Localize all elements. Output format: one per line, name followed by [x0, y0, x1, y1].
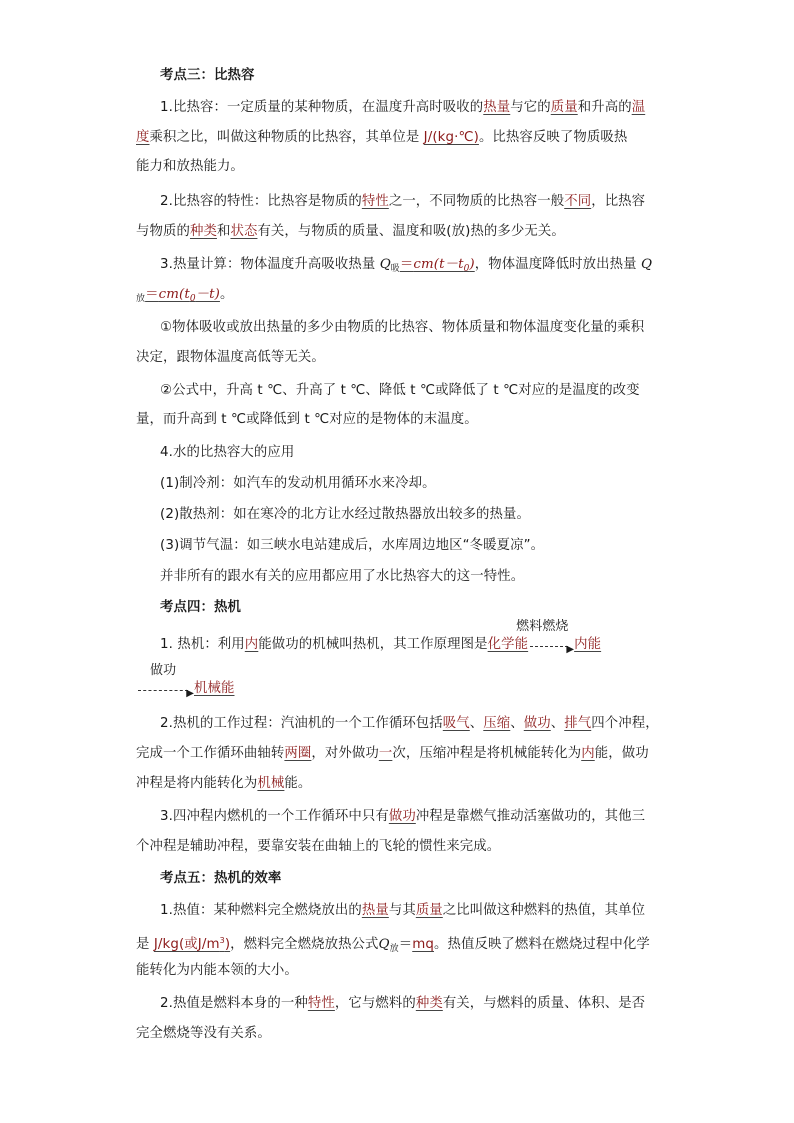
- sec4-p3-line1: 3.四冲程内燃机的一个工作循环中只有做功冲程是靠燃气推动活塞做功的，其他三: [160, 809, 646, 824]
- section4-heading: 考点四：热机: [160, 600, 241, 615]
- section5-heading: 考点五：热机的效率: [160, 871, 282, 886]
- sec3-note2-line1: ②公式中，升高 t ℃、升高了 t ℃、降低 t ℃或降低了 t ℃对应的是温度的改变: [160, 383, 640, 398]
- arrow-work: 做功 ▶: [136, 679, 194, 699]
- sec3-note1-line1: ①物体吸收或放出热量的多少由物质的比热容、物体质量和物体温度变化量的乘积: [160, 320, 645, 335]
- sec3-p1-line3: 能力和放热能力。: [136, 159, 244, 174]
- sec4-p1-line1: 1. 热机：利用内能做功的机械叫热机，其工作原理图是化学能 燃料燃烧 ▶ 内能: [160, 635, 601, 655]
- sec4-p2-line1: 2.热机的工作过程：汽油机的一个工作循环包括吸气、压缩、做功、排气四个冲程，: [160, 716, 659, 731]
- section3-heading: 考点三：比热容: [160, 68, 255, 83]
- sec4-p2-line3: 冲程是将内能转化为机械能。: [136, 776, 312, 791]
- sec4-p3-line2: 个冲程是辅助冲程，要靠安装在曲轴上的飞轮的惯性来完成。: [136, 839, 501, 854]
- sec5-p2-line2: 完全燃烧等没有关系。: [136, 1026, 271, 1041]
- sec5-p1-line1: 1.热值：某种燃料完全燃烧放出的热量与其质量之比叫做这种燃料的热值，其单位: [160, 903, 646, 918]
- sec3-app4: 并非所有的跟水有关的应用都应用了水比热容大的这一特性。: [160, 569, 525, 584]
- sec5-p1-line3: 能转化为内能本领的大小。: [136, 963, 298, 978]
- sec5-p2-line1: 2.热值是燃料本身的一种特性，它与燃料的种类有关，与燃料的质量、体积、是否: [160, 996, 646, 1011]
- sec3-p3-line2: $_放=cm(t_0-t)$。: [136, 287, 234, 304]
- sec3-p2-line1: 2.比热容的特性：比热容是物质的特性之一，不同物质的比热容一般不同，比热容: [160, 194, 646, 209]
- sec3-p1-line1: 1.比热容：一定质量的某种物质，在温度升高时吸收的热量与它的质量和升高的温: [160, 100, 646, 115]
- sec5-p1-line2: 是 J/kg(或$J/m^3$)，燃料完全燃烧放热公式$Q_放=mq$。热值反映了燃料在燃烧过程中化学: [136, 936, 650, 954]
- arrow-right-icon: ▶: [186, 688, 194, 699]
- sec4-p2-line2: 完成一个工作循环曲轴转两圈，对外做功一次，压缩冲程是将机械能转化为内能，做功: [136, 746, 649, 761]
- sec4-p1-line2: 做功 ▶ 机械能: [136, 679, 234, 699]
- arrow-fuel-burning: 燃料燃烧 ▶: [528, 635, 574, 655]
- sec3-app1: (1)制冷剂：如汽车的发动机用循环水来冷却。: [160, 476, 436, 491]
- sec3-p2-line2: 与物质的种类和状态有关，与物质的质量、温度和吸(放)热的多少无关。: [136, 224, 565, 239]
- sec3-note1-line2: 决定，跟物体温度高低等无关。: [136, 350, 325, 365]
- sec3-note2-line2: 量，而升高到 t ℃或降低到 t ℃对应的是物体的末温度。: [136, 412, 478, 427]
- arrow-right-icon: ▶: [566, 644, 575, 655]
- sec3-p4: 4.水的比热容大的应用: [160, 445, 295, 460]
- sec3-app3: (3)调节气温：如三峡水电站建成后，水库周边地区“冬暖夏凉”。: [160, 538, 545, 553]
- sec3-p1-line2: 度乘积之比，叫做这种物质的比热容，其单位是 J/(kg·℃)。比热容反映了物质吸热: [136, 130, 628, 145]
- sec3-app2: (2)散热剂：如在寒冷的北方让水经过散热器放出较多的热量。: [160, 507, 531, 522]
- sec3-p3-line1: 3.热量计算：物体温度升高吸收热量 $Q_吸=cm(t-t_0)$，物体温度降低时放出热量 Q: [160, 257, 653, 274]
